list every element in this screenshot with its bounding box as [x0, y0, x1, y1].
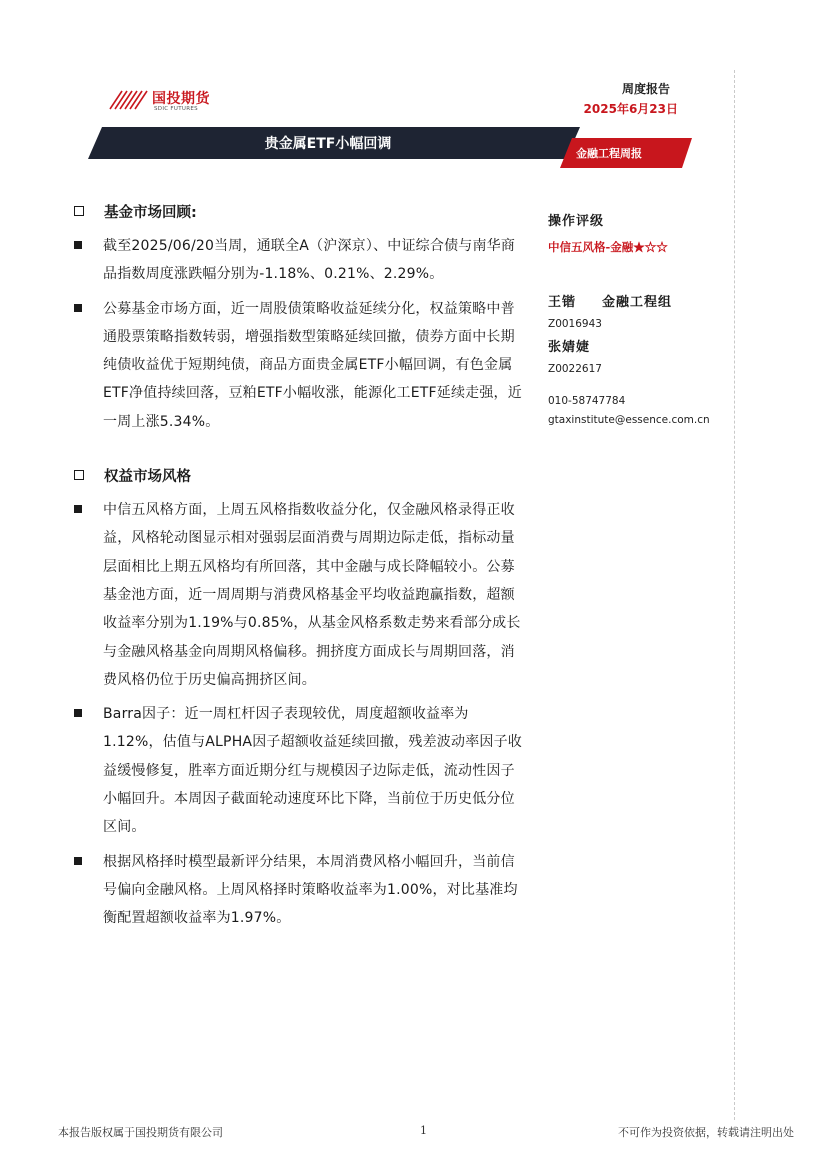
analyst-license-code: Z0022617: [548, 363, 602, 375]
report-category-tag: [560, 138, 692, 168]
bullet-text: Barra因子：近一周杠杆因子表现较优，周度超额收益率为1.12%，估值与ALPHA因子超额收益延续回撤，残差波动率因子收益缓慢修复，胜率方面近期分红与规模因子边际走低，流动性因子小幅回升。本周因子截面轮动速度环比下降，当前位于历史低分位区间。: [103, 706, 522, 836]
star-empty-icon: ☆☆: [644, 240, 668, 254]
footer-disclaimer: 不可作为投资依据，转载请注明出处: [618, 1126, 794, 1139]
page-number: 1: [420, 1124, 427, 1137]
company-logo: [108, 85, 238, 115]
rating-value: [548, 239, 738, 255]
square-bullet-icon: [74, 709, 82, 717]
section-title: 权益市场风格: [104, 468, 191, 485]
report-type: 周度报告: [621, 82, 670, 96]
logo-chinese-name: 国投期货: [152, 91, 210, 107]
report-date: 2025年6月23日: [583, 102, 678, 116]
list-item: [74, 295, 524, 436]
analyst-license-code: Z0016943: [548, 318, 602, 330]
bullet-text: 根据风格择时模型最新评分结果，本周消费风格小幅回升，当前信号偏向金融风格。上周风格择时策略收益率为1.00%，对比基准均衡配置超额收益率为1.97%。: [103, 853, 518, 927]
checkbox-bullet-icon: [74, 206, 84, 216]
section-heading-fund-review: [74, 196, 524, 226]
rating-heading: 操作评级: [548, 214, 605, 229]
bullet-text: 截至2025/06/20当周，通联全A（沪深京）、中证综合债与南华商品指数周度涨跌幅分别为-1.18%、0.21%、2.29%。: [103, 238, 516, 283]
analyst-name: 王锴: [548, 295, 577, 310]
contact-email[interactable]: gtaxinstitute@essence.com.cn: [548, 414, 710, 426]
square-bullet-icon: [74, 505, 82, 513]
analyst-name: 张婧婕: [548, 340, 591, 355]
footer-copyright: 本报告版权属于国投期货有限公司: [58, 1126, 223, 1139]
logo-mark-icon: [108, 85, 150, 113]
section-title: 基金市场回顾:: [104, 204, 197, 221]
title-banner: [88, 127, 580, 159]
checkbox-bullet-icon: [74, 470, 84, 480]
section-heading-equity-style: [74, 460, 524, 490]
report-category-label: 金融工程周报: [576, 147, 642, 160]
star-filled-icon: ★: [633, 240, 645, 254]
list-item: [74, 848, 524, 933]
contact-phone: 010-58747784: [548, 395, 626, 407]
sidebar: [548, 210, 738, 426]
list-item: [74, 232, 524, 289]
bullet-text: 中信五风格方面，上周五风格指数收益分化，仅金融风格录得正收益，风格轮动图显示相对强弱层面消费与周期边际走低，指标动量层面相比上期五风格均有所回落，其中金融与成长降幅较小。公募基金池方面，近一周周期与消费风格基金平均收益跑赢指数，超额收益率分别为1.19%与0.85%，从基金风格系数走势来看部分成长与金融风格基金向周期风格偏移。拥挤度方面成长与周期回落，消费风格仍位于历史偏高拥挤区间。: [103, 502, 521, 688]
main-content: [74, 196, 524, 933]
list-item: [74, 496, 524, 694]
bullet-text: 公募基金市场方面，近一周股债策略收益延续分化，权益策略中普通股票策略指数转弱，增强指数型策略延续回撤，债券方面中长期纯债收益优于短期纯债，商品方面贵金属ETF小幅回调，有色金属ETF净值持续回落，豆粕ETF小幅收涨，能源化工ETF延续走强，近一周上涨5.34%。: [103, 300, 522, 430]
rating-text: 中信五风格-金融: [548, 240, 634, 254]
list-item: [74, 700, 524, 841]
logo-english-name: SDIC FUTURES: [154, 106, 198, 112]
square-bullet-icon: [74, 241, 82, 249]
analyst-row: [548, 291, 738, 310]
report-title: 贵金属ETF小幅回调: [264, 136, 392, 152]
analyst-group: 金融工程组: [602, 295, 673, 310]
square-bullet-icon: [74, 304, 82, 312]
square-bullet-icon: [74, 857, 82, 865]
